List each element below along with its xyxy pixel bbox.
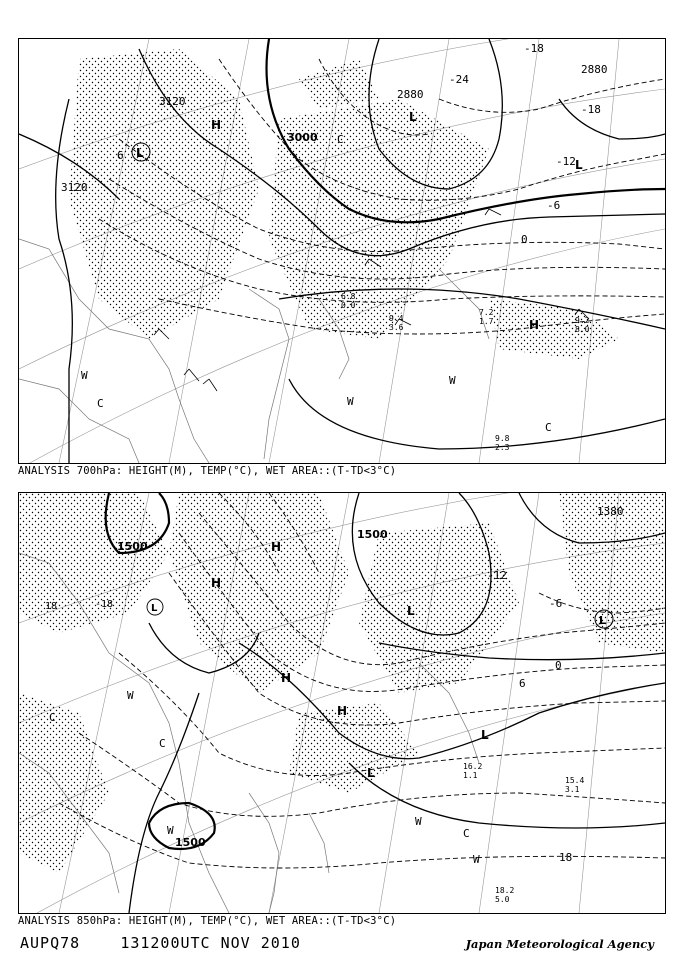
high-pressure-marker: H: [529, 318, 540, 332]
high-pressure-marker: H: [211, 118, 222, 132]
height-label: 2880: [397, 88, 424, 101]
high-pressure-marker: H: [337, 704, 348, 718]
isotherm-label: -12: [556, 155, 576, 168]
station-value: 3.1: [565, 785, 580, 794]
warm-marker: W: [81, 369, 88, 382]
height-label-bold: 1500: [357, 528, 388, 541]
isotherm-label: -6: [547, 199, 561, 212]
low-pressure-marker: L: [409, 110, 417, 124]
station-value: 2.3: [495, 443, 510, 452]
low-pressure-marker: L: [575, 158, 583, 172]
warm-marker: W: [347, 395, 354, 408]
cold-marker: C: [337, 133, 344, 146]
isotherm-label: 6: [519, 677, 526, 690]
station-value: 3.6: [389, 323, 404, 332]
height-label: 3120: [159, 95, 186, 108]
height-label-bold: 1500: [117, 540, 148, 553]
height-label-bold: 3000: [287, 131, 318, 144]
cold-marker: C: [159, 737, 166, 750]
chart-code: AUPQ78: [20, 934, 81, 952]
isotherm-label: -18: [95, 599, 114, 610]
low-pressure-marker: L: [599, 614, 607, 627]
low-pressure-marker: L: [136, 146, 144, 160]
cold-marker: C: [49, 711, 56, 724]
isotherm-label: -18: [524, 42, 544, 55]
station-value: 0.0: [341, 301, 356, 310]
height-label: 3120: [61, 181, 88, 194]
map-850hpa: [18, 492, 666, 914]
low-pressure-marker: L: [151, 603, 158, 614]
warm-marker: W: [473, 853, 480, 866]
chart-datetime: 131200UTC NOV 2010: [120, 934, 301, 952]
cold-marker: C: [463, 827, 470, 840]
height-label: 2880: [581, 63, 608, 76]
cold-marker: C: [97, 397, 104, 410]
station-value: 18.2: [495, 886, 515, 895]
isotherm-label: -18: [581, 103, 601, 116]
low-pressure-marker: L: [367, 766, 375, 780]
wet-areas: [69, 49, 619, 359]
station-value: 6.8: [341, 292, 356, 301]
agency-name: Japan Meteorological Agency: [465, 937, 654, 951]
low-pressure-marker: L: [407, 604, 415, 618]
isotherm-label: 18: [45, 601, 58, 612]
high-pressure-marker: H: [211, 576, 222, 590]
isotherm-label: -12: [487, 569, 507, 582]
height-label: 1380: [597, 505, 624, 518]
warm-marker: W: [449, 374, 456, 387]
station-value: 9.2: [575, 316, 590, 325]
isotherm-label: 0: [555, 659, 562, 672]
isotherm-label: 18: [559, 851, 573, 864]
warm-marker: W: [167, 824, 174, 837]
station-value: 9.8: [495, 434, 510, 443]
cold-marker: C: [545, 421, 552, 434]
high-pressure-marker: H: [281, 671, 292, 685]
station-value: 15.4: [565, 776, 585, 785]
station-value: 1.7: [479, 317, 494, 326]
station-value: 7.2: [479, 308, 494, 317]
isotherm-label: 0: [521, 233, 528, 246]
station-value: 5.0: [495, 895, 510, 904]
map-700hpa-svg: [19, 39, 665, 463]
map-850hpa-svg: [19, 493, 665, 913]
warm-marker: W: [127, 689, 134, 702]
station-value: 1.1: [463, 771, 478, 780]
caption-700hpa: ANALYSIS 700hPa: HEIGHT(M), TEMP(°C), WET AREA::(T-TD<3°C): [18, 465, 397, 477]
isotherm-label: 6: [117, 149, 124, 162]
station-value: 16.2: [463, 762, 483, 771]
map-700hpa: [18, 38, 666, 464]
caption-850hpa: ANALYSIS 850hPa: HEIGHT(M), TEMP(°C), WET AREA::(T-TD<3°C): [18, 915, 397, 927]
height-label-bold: 1500: [175, 836, 206, 849]
isotherm-label: -24: [449, 73, 469, 86]
chart-id: [20, 934, 301, 952]
isotherm-label: -6: [549, 597, 563, 610]
high-pressure-marker: L: [481, 728, 489, 742]
warm-marker: W: [415, 815, 422, 828]
station-value: 8.0: [575, 325, 590, 334]
high-pressure-marker: H: [271, 540, 282, 554]
station-value: 9.4: [389, 314, 404, 323]
